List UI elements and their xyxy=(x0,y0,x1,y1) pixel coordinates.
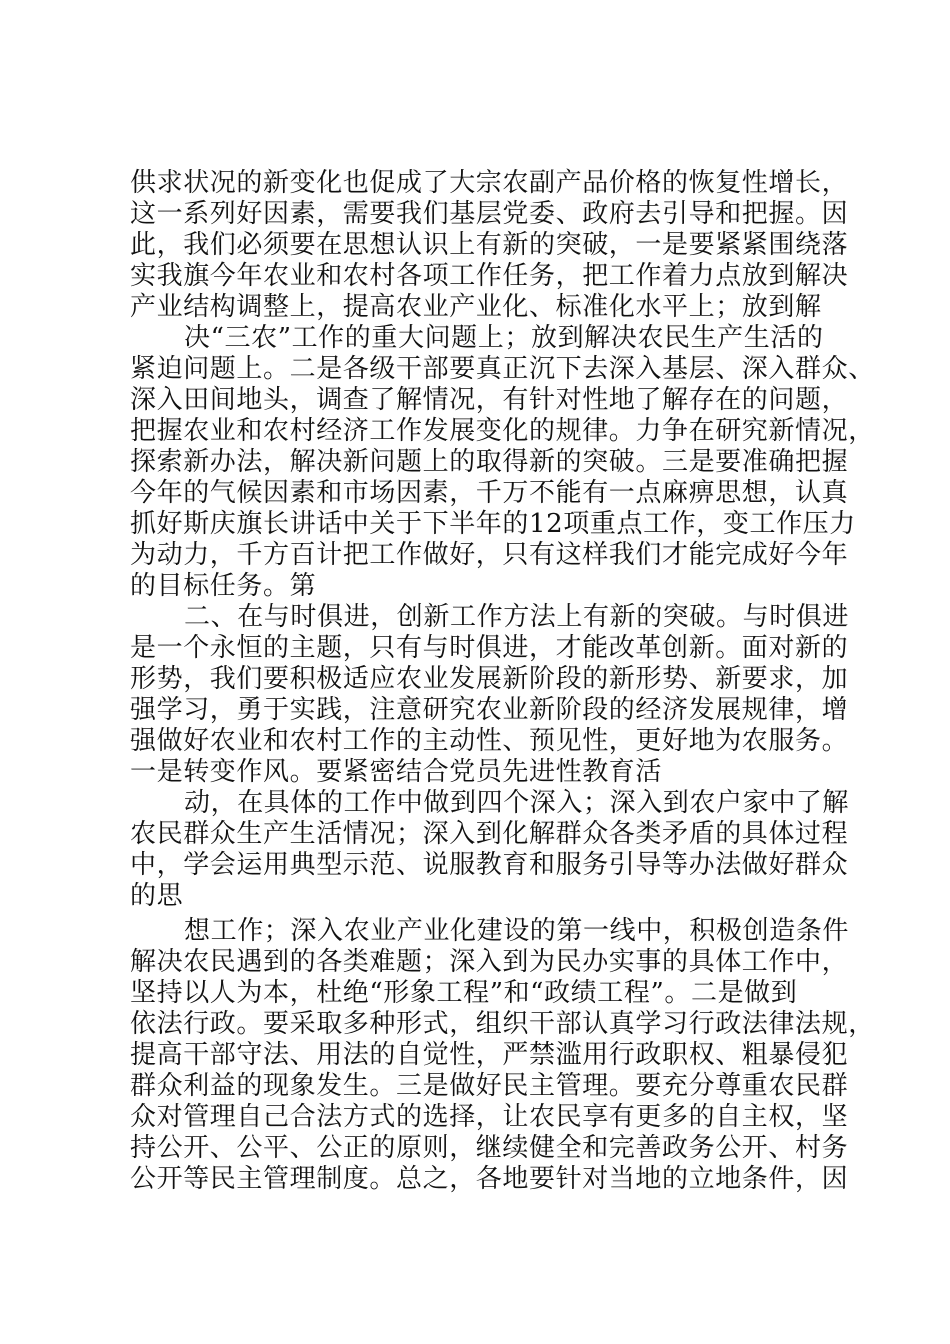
text-line: 二、在与时俱进，创新工作方法上有新的突破。与时俱进 xyxy=(184,602,850,632)
text-line: 供求状况的新变化也促成了大宗农副产品价格的恢复性增长， xyxy=(130,168,849,198)
text-line: 此，我们必须要在思想认识上有新的突破，一是要紧紧围绕落 xyxy=(130,230,849,260)
text-line: 把握农业和农村经济工作发展变化的规律。力争在研究新情况， xyxy=(130,416,875,446)
paragraph-4 xyxy=(130,788,850,912)
text-line: 坚持以人为本，杜绝“形象工程”和“政绩工程”。二是做到 xyxy=(130,978,798,1008)
text-line: 抓好斯庆旗长讲话中关于下半年的12项重点工作，变工作压力 xyxy=(130,509,856,539)
text-line: 紧迫问题上。二是各级干部要真正沉下去深入基层、深入群众、 xyxy=(130,354,875,384)
text-line: 深入田间地头，调查了解情况，有针对性地了解存在的问题， xyxy=(130,385,849,415)
document-body xyxy=(130,168,875,1195)
text-line: 形势，我们要积极适应农业发展新阶段的新形势、新要求，加 xyxy=(130,664,849,694)
text-line: 强学习，勇于实践，注意研究农业新阶段的经济发展规律，增 xyxy=(130,695,849,725)
text-line: 为动力，千方百计把工作做好，只有这样我们才能完成好今年 xyxy=(130,540,849,570)
paragraph-3 xyxy=(130,602,850,788)
text-line: 公开等民主管理制度。总之，各地要针对当地的立地条件，因 xyxy=(130,1164,849,1194)
paragraph-5 xyxy=(130,916,875,1195)
text-line: 依法行政。要采取多种形式，组织干部认真学习行政法律法规， xyxy=(130,1009,875,1039)
text-line: 动，在具体的工作中做到四个深入；深入到农户家中了解 xyxy=(184,788,850,818)
text-line: 决“三农”工作的重大问题上；放到解决农民生产生活的 xyxy=(184,323,824,353)
text-line: 的思 xyxy=(130,881,184,911)
text-line: 实我旗今年农业和农村各项工作任务，把工作着力点放到解决 xyxy=(130,261,849,291)
text-line: 这一系列好因素，需要我们基层党委、政府去引导和把握。因 xyxy=(130,199,849,229)
text-line: 今年的气候因素和市场因素，千万不能有一点麻痹思想，认真 xyxy=(130,478,849,508)
text-line: 的目标任务。第 xyxy=(130,571,317,601)
text-line: 想工作；深入农业产业化建设的第一线中，积极创造条件 xyxy=(184,916,850,946)
text-line: 一是转变作风。要紧密结合党员先进性教育活 xyxy=(130,757,663,787)
text-line: 产业结构调整上，提高农业产业化、标准化水平上；放到解 xyxy=(130,292,822,322)
text-line: 众对管理自己合法方式的选择，让农民享有更多的自主权，坚 xyxy=(130,1102,849,1132)
text-line: 探索新办法，解决新问题上的取得新的突破。三是要准确把握 xyxy=(130,447,849,477)
text-line: 农民群众生产生活情况；深入到化解群众各类矛盾的具体过程 xyxy=(130,819,849,849)
paragraph-2 xyxy=(130,323,875,602)
text-line: 是一个永恒的主题，只有与时俱进，才能改革创新。面对新的 xyxy=(130,633,849,663)
text-line: 解决农民遇到的各类难题；深入到为民办实事的具体工作中， xyxy=(130,947,849,977)
text-line: 强做好农业和农村工作的主动性、预见性，更好地为农服务。 xyxy=(130,726,849,756)
paragraph-1 xyxy=(130,168,849,323)
text-line: 群众利益的现象发生。三是做好民主管理。要充分尊重农民群 xyxy=(130,1071,849,1101)
text-line: 持公开、公平、公正的原则，继续健全和完善政务公开、村务 xyxy=(130,1133,849,1163)
text-line: 提高干部守法、用法的自觉性，严禁滥用行政职权、粗暴侵犯 xyxy=(130,1040,849,1070)
text-line: 中，学会运用典型示范、说服教育和服务引导等办法做好群众 xyxy=(130,850,849,880)
